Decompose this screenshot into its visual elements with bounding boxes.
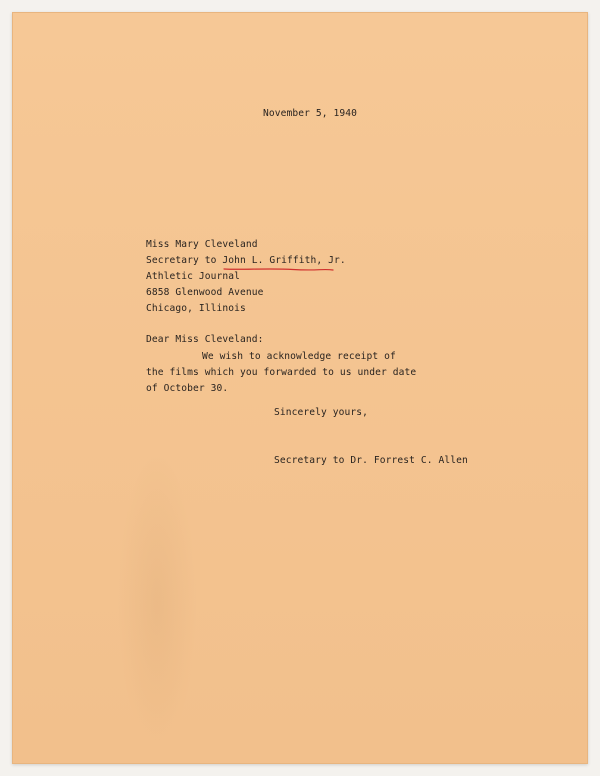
address-line-city: Chicago, Illinois xyxy=(146,303,246,314)
address-line-name: Miss Mary Cleveland xyxy=(146,239,258,250)
body-line-2: the films which you forwarded to us under date xyxy=(146,367,417,378)
body-line-3: of October 30. xyxy=(146,383,229,394)
closing: Sincerely yours, xyxy=(274,407,369,418)
address-line-title: Secretary to John L. Griffith, Jr. xyxy=(146,255,346,266)
salutation: Dear Miss Cleveland: xyxy=(146,334,264,345)
letter-page xyxy=(12,12,588,764)
address-line-street: 6858 Glenwood Avenue xyxy=(146,287,264,298)
body-line-1: We wish to acknowledge receipt of xyxy=(202,351,396,362)
address-line-organization: Athletic Journal xyxy=(146,271,241,282)
letter-date: November 5, 1940 xyxy=(263,108,358,119)
signature-line: Secretary to Dr. Forrest C. Allen xyxy=(274,455,468,466)
red-pencil-underline xyxy=(223,266,335,272)
